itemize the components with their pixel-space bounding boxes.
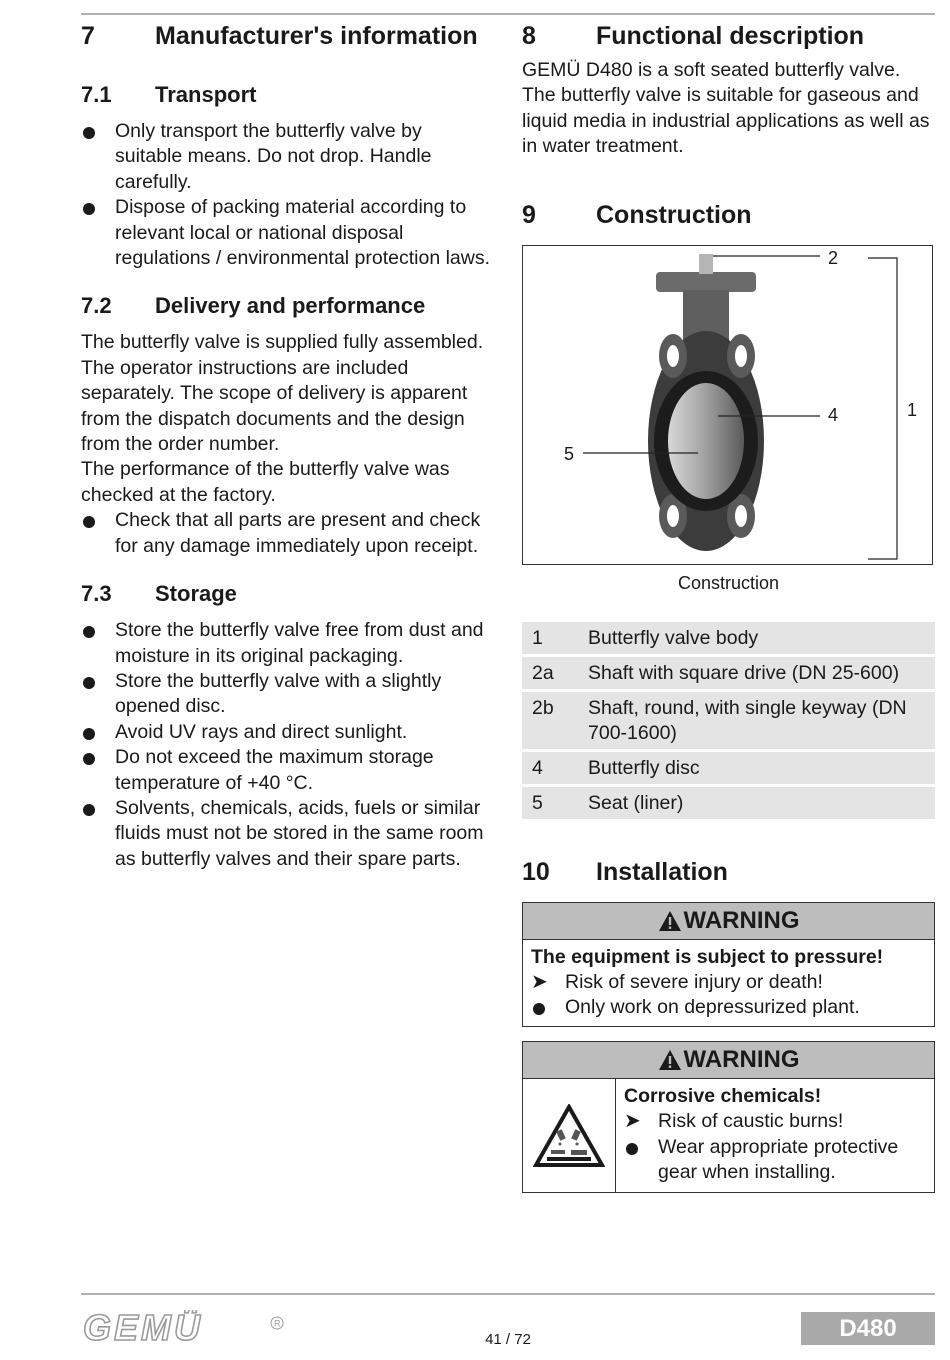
- warning-label: WARNING: [683, 1046, 800, 1074]
- list-item: ➤ Risk of caustic burns!: [624, 1110, 844, 1133]
- section-number: 7.2: [81, 293, 112, 319]
- bullet-dot-icon: [83, 804, 95, 816]
- pressure-warning: [522, 902, 935, 1028]
- list-item: Avoid UV rays and direct sunlight.: [81, 720, 493, 745]
- storage-list: [81, 618, 493, 872]
- transport-list: [81, 119, 493, 271]
- delivery-paragraph: The butterfly valve is supplied fully assembled. The operator instructions are included separately. The scope of delivery is apparent from the dispatch documents and the design from the order number.: [81, 331, 484, 456]
- footer-rule: [81, 1293, 935, 1295]
- section-title: Installation: [596, 857, 728, 886]
- lug-hole: [667, 345, 679, 367]
- warning-body: [523, 1079, 934, 1191]
- bullet-dot-icon: [83, 626, 95, 638]
- arrow-right-icon: ➤: [531, 970, 548, 993]
- list-item: ➤ Risk of severe injury or death!: [531, 970, 823, 993]
- callout-2: 2: [828, 247, 839, 268]
- section-number: 7: [81, 22, 95, 50]
- part-number: 1: [522, 622, 578, 654]
- warning-label: WARNING: [683, 906, 800, 934]
- svg-text:R: R: [274, 1318, 281, 1329]
- figure-caption: Construction: [677, 572, 780, 593]
- section-7-3-heading: [81, 580, 493, 608]
- section-7-2-heading: [81, 292, 493, 320]
- warning-triangle-icon: [658, 910, 682, 932]
- section-number: 9: [522, 200, 536, 229]
- table-row: [522, 622, 935, 654]
- bullet-dot-icon: [626, 1143, 638, 1155]
- section-title: Functional description: [596, 22, 865, 50]
- section-number: 7.1: [81, 82, 112, 107]
- callout-1: 1: [907, 399, 918, 420]
- left-column: [81, 20, 493, 872]
- model-badge: D480: [801, 1312, 935, 1345]
- performance-paragraph: The performance of the butterfly valve was checked at the factory.: [81, 458, 450, 506]
- warning-triangle-icon: [658, 1049, 682, 1071]
- delivery-list: [81, 508, 493, 559]
- part-description: Shaft, round, with single keyway (DN 700-1600): [578, 692, 935, 749]
- shaft-stub: [699, 254, 713, 274]
- logo-wordmark: GEMÜ: [83, 1310, 203, 1346]
- part-number: 5: [522, 787, 578, 819]
- section-title: Storage: [155, 581, 237, 607]
- warning-header: [523, 1042, 934, 1079]
- callout-5: 5: [564, 443, 575, 464]
- list-item: Do not exceed the maximum storage temperature of +40 °C.: [81, 745, 493, 796]
- bullet-dot-icon: [83, 516, 95, 528]
- warning-list: [531, 970, 926, 1021]
- table-row: [522, 657, 935, 689]
- page-number: 41 / 72: [485, 1331, 531, 1348]
- section-title: Delivery and performance: [155, 293, 426, 319]
- section-title: Construction: [596, 200, 752, 229]
- list-item: Dispose of packing material according to relevant local or national disposal regulations / environmental protection laws.: [81, 195, 493, 271]
- part-description: Butterfly valve body: [578, 622, 935, 654]
- part-description: Seat (liner): [578, 787, 935, 819]
- part-number: 2a: [522, 657, 578, 689]
- bullet-dot-icon: [83, 753, 95, 765]
- section-title: Manufacturer's information: [155, 22, 478, 50]
- part-number: 2b: [522, 692, 578, 749]
- callout-bracket: [868, 258, 897, 559]
- bullet-dot-icon: [83, 728, 95, 740]
- bullet-dot-icon: [83, 203, 95, 215]
- part-description: Butterfly disc: [578, 752, 935, 784]
- top-flange: [656, 272, 756, 292]
- bullet-dot-icon: [83, 127, 95, 139]
- lug-hole: [735, 345, 747, 367]
- list-item: Only transport the butterfly valve by suitable means. Do not drop. Handle carefully.: [81, 119, 493, 195]
- section-number: 10: [522, 857, 550, 886]
- right-column: [522, 20, 935, 1193]
- part-description: Shaft with square drive (DN 25-600): [578, 657, 935, 689]
- parts-table: [522, 619, 935, 822]
- list-item: Check that all parts are present and check for any damage immediately upon receipt.: [81, 508, 493, 559]
- callout-4: 4: [828, 404, 839, 425]
- construction-figure: [522, 245, 933, 565]
- section-number: 7.3: [81, 581, 112, 607]
- warning-title: Corrosive chemicals!: [624, 1085, 822, 1108]
- section-number: 8: [522, 22, 536, 50]
- functional-description-text: GEMÜ D480 is a soft seated butterfly valve. The butterfly valve is suitable for gaseous and liquid media in industrial applications as well as in water treatment.: [522, 59, 930, 158]
- corrosive-warning: [522, 1041, 935, 1192]
- bullet-dot-icon: [533, 1003, 545, 1015]
- warning-header: [523, 903, 934, 940]
- top-rule: [81, 13, 935, 15]
- warning-title: The equipment is subject to pressure!: [531, 945, 884, 968]
- warning-body: [523, 940, 934, 1027]
- section-8-heading: [522, 20, 935, 52]
- pictogram-cell: [523, 1079, 616, 1191]
- gemu-logo: [81, 1310, 286, 1351]
- table-row: [522, 787, 935, 819]
- corrosive-hazard-icon: [533, 1104, 605, 1168]
- list-item: Wear appropriate protective gear when installing.: [624, 1135, 926, 1186]
- table-row: [522, 692, 935, 749]
- warning-text: [616, 1079, 934, 1191]
- butterfly-valve-illustration: [523, 246, 931, 563]
- list-item: Store the butterfly valve with a slightly opened disc.: [81, 669, 493, 720]
- butterfly-disc: [668, 383, 744, 499]
- warning-list: [624, 1109, 926, 1185]
- lug-hole: [667, 505, 679, 527]
- list-item: Store the butterfly valve free from dust and moisture in its original packaging.: [81, 618, 493, 669]
- gemu-logo-icon: [81, 1310, 286, 1346]
- section-title: Transport: [155, 82, 257, 107]
- lug-hole: [735, 505, 747, 527]
- list-item: Solvents, chemicals, acids, fuels or similar fluids must not be stored in the same room as butterfly valves and their spare parts.: [81, 796, 493, 872]
- section-7-heading: [81, 20, 493, 52]
- section-7-1-heading: [81, 81, 493, 109]
- arrow-right-icon: ➤: [624, 1110, 641, 1133]
- section-9-heading: [522, 199, 935, 231]
- part-number: 4: [522, 752, 578, 784]
- bullet-dot-icon: [83, 677, 95, 689]
- section-10-heading: [522, 856, 935, 888]
- list-item: Only work on depressurized plant.: [531, 995, 926, 1020]
- table-row: [522, 752, 935, 784]
